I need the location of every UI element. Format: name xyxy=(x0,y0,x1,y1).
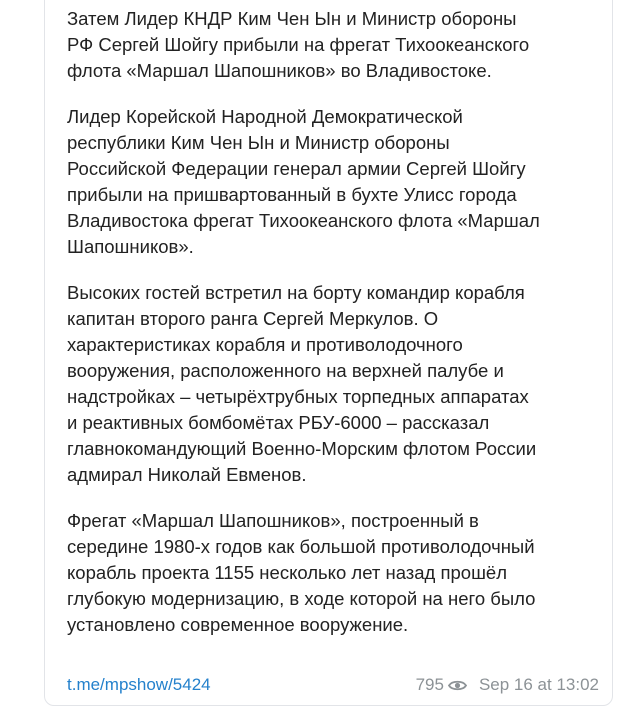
post-text xyxy=(67,6,615,658)
post-paragraph-4: Фрегат «Маршал Шапошников», построенный в середине 1980-х годов как большой противолодочный корабль проекта 1155 несколько лет назад прошёл глубокую модернизацию, в ходе которой на него было установлено современное вооружение. xyxy=(67,510,536,635)
post-footer xyxy=(67,672,599,698)
post-link[interactable]: t.me/mpshow/5424 xyxy=(67,675,211,694)
post-paragraph-2: Лидер Корейской Народной Демократической республики Ким Чен Ын и Министр обороны Российской Федерации генерал армии Сергей Шойгу прибыли на пришвартованный в бухте Улисс города Владивостока фрегат Тихоокеанского флота «Маршал Шапошников». xyxy=(67,106,540,257)
view-count: 795 xyxy=(415,675,444,694)
post-paragraph-1: Затем Лидер КНДР Ким Чен Ын и Министр обороны РФ Сергей Шойгу прибыли на фрегат Тихоокеанского флота «Маршал Шапошников» во Владивостоке. xyxy=(67,8,530,81)
post-meta xyxy=(416,675,599,695)
post-date[interactable]: Sep 16 at 13:02 xyxy=(478,675,599,694)
eye-icon xyxy=(448,679,467,692)
post-paragraph-3: Высоких гостей встретил на борту командир корабля капитан второго ранга Сергей Меркулов. О характеристиках корабля и противолодочного вооружения, расположенного на верхней палубе и надстройках – четырёхтрубных торпедных аппаратах и реактивных бомбомётах РБУ-6000 – рассказал главнокомандующий Военно-Морским флотом России адмирал Николай Евменов. xyxy=(67,282,537,485)
